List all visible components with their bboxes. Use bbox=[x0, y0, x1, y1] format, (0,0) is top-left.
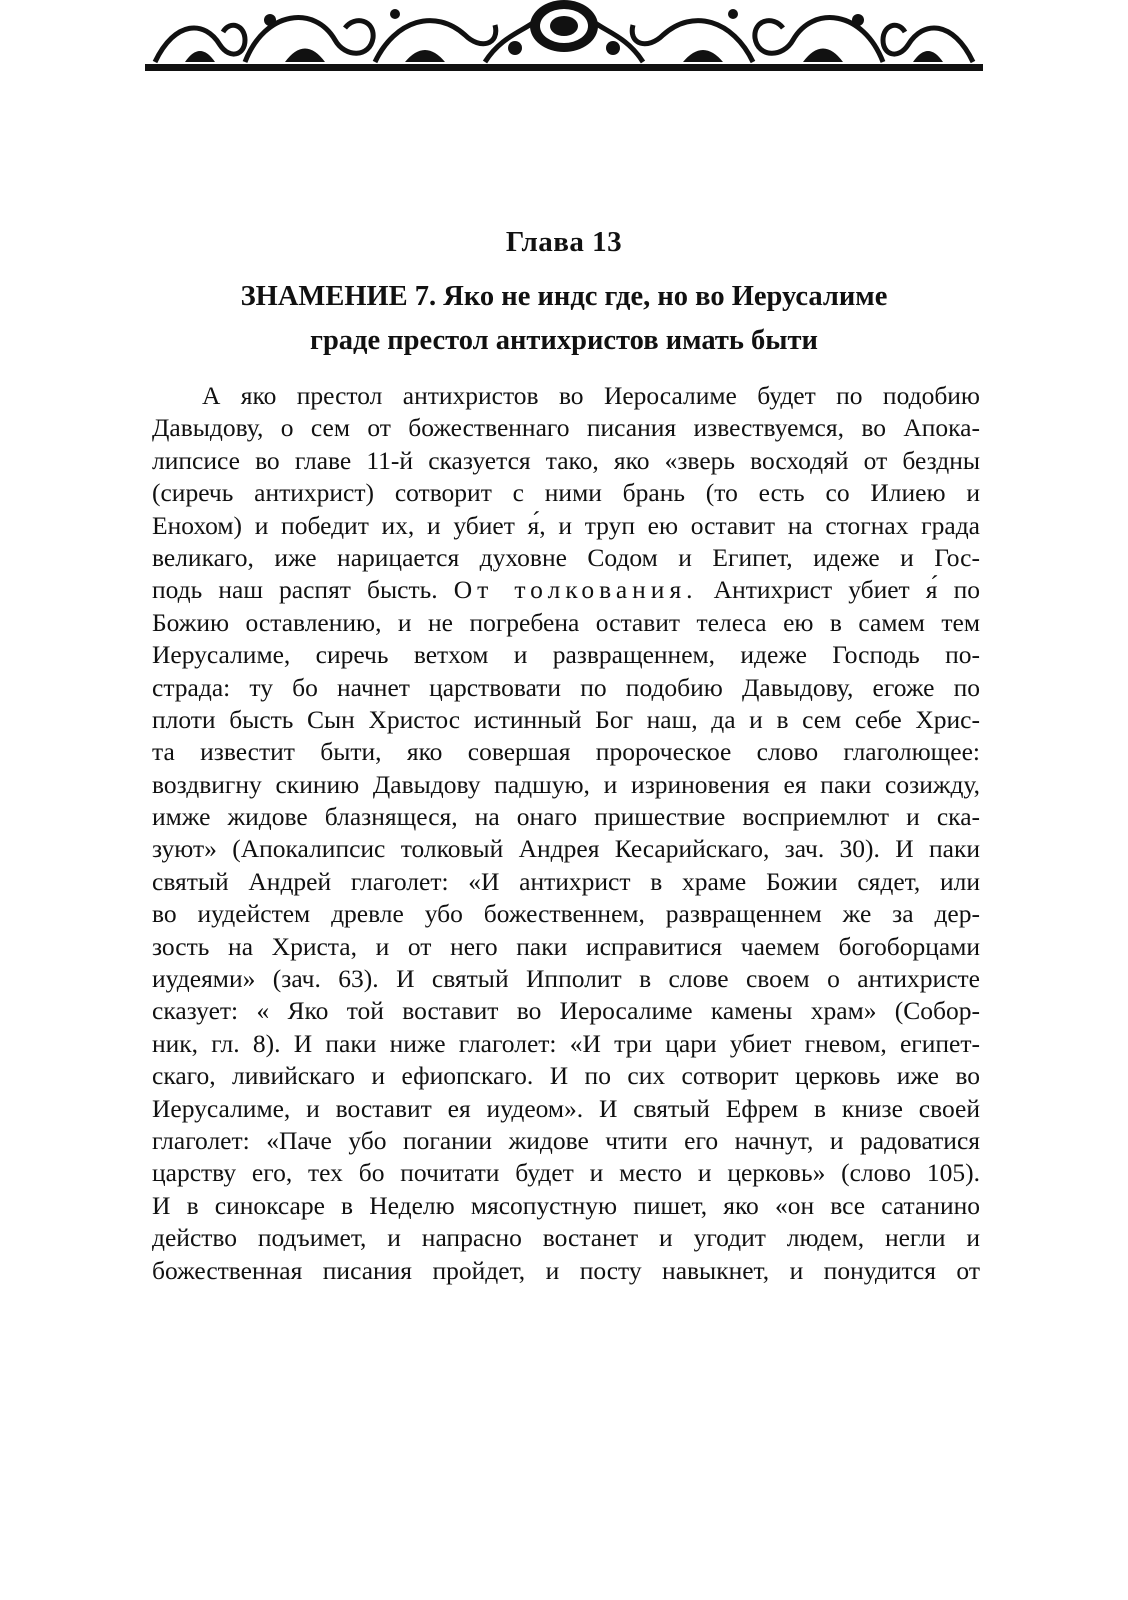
text-line: (сиречь антихрист) сотворит с ними брань (то есть со Илиею и bbox=[152, 478, 980, 508]
text-line: глаголет: «Паче убо погании жидове чтити его начнут, и радоватися bbox=[152, 1125, 980, 1155]
text-line: зость на Христа, и от него паки исправитися чаемем богоборцами bbox=[152, 931, 980, 961]
text-line: А яко престол антихристов во Иеросалиме будет по подобию bbox=[202, 381, 980, 410]
text-line bbox=[152, 574, 980, 606]
text-line: имже жидове блазнящеся, на онаго пришествие восприемлют и ска- bbox=[152, 802, 980, 832]
text-segment: Антихрист убиет я́ по bbox=[713, 575, 980, 605]
text-line: великаго, иже нарицается духовне Содом и Египет, идеже и Гос- bbox=[152, 542, 980, 572]
text-line: Давыдову, о сем от божественнаго писания извествуемся, во Апока- bbox=[152, 413, 980, 443]
text-line: Иерусалиме, и воставит ея иудеом». И святый Ефрем в книзе своей bbox=[152, 1093, 980, 1123]
title-line: граде престол антихристов имать быти bbox=[310, 325, 818, 356]
chapter-heading: Глава 13 bbox=[505, 226, 623, 258]
text-line: скаго, ливийскаго и ефиопскаго. И по сих сотворит церковь иже во bbox=[152, 1061, 980, 1091]
spaced-emphasis: От толкования. bbox=[453, 575, 698, 605]
text-line: ник, гл. 8). И паки ниже глаголет: «И три цари убиет гневом, египет- bbox=[152, 1028, 980, 1058]
text-segment: подь наш распят бысть. bbox=[152, 575, 438, 605]
header-ornament-icon bbox=[145, 0, 983, 76]
title-line: ЗНАМЕНИЕ 7. Яко не индс где, но во Иерусалиме bbox=[240, 281, 888, 312]
text-line: Иерусалиме, сиречь ветхом и развращеннем, идеже Господь по- bbox=[152, 640, 980, 670]
text-line: зуют» (Апокалипсис толковый Андрея Кесарийскаго, зач. 30). И паки bbox=[152, 834, 980, 864]
text-line: плоти бысть Сын Христос истинный Бог наш, да и в сем себе Хрис- bbox=[152, 704, 980, 734]
text-line: та известит быти, яко совершая пророческое слово глаголющее: bbox=[152, 737, 980, 767]
text-line: воздвигну скинию Давыдову падшую, и изриновения ея паки созижду, bbox=[152, 769, 980, 799]
text-line: липсисе во главе 11-й сказуется тако, яко «зверь восходяй от бездны bbox=[152, 445, 980, 475]
text-line: царству его, тех бо почитати будет и место и церковь» (слово 105). bbox=[152, 1158, 980, 1188]
text-line: божественная писания пройдет, и посту навыкнет, и понудится от bbox=[152, 1255, 980, 1285]
text-line: сказует: « Яко той воставит во Иеросалиме камены храм» (Собор- bbox=[152, 996, 980, 1026]
text-line: Божию оставлению, и не погребена оставит телеса ею в самем тем bbox=[152, 607, 980, 637]
body-text bbox=[152, 380, 980, 1287]
text-line: страда: ту бо начнет царствовати по подобию Давыдову, егоже по bbox=[152, 672, 980, 702]
chapter-title bbox=[150, 275, 978, 363]
text-line: И в синоксаре в Неделю мясопустную пишет, яко «он все сатанино bbox=[152, 1190, 980, 1220]
text-line: действо подъимет, и напрасно востанет и угодит людем, негли и bbox=[152, 1223, 980, 1253]
text-line: во иудейстем древле убо божественнем, развращеннем же за дер- bbox=[152, 899, 980, 929]
text-line: Енохом) и победит их, и убиет я́, и труп ею оставит на стогнах града bbox=[152, 510, 980, 540]
text-line: святый Андрей глаголет: «И антихрист в храме Божии сядет, или bbox=[152, 866, 980, 896]
text-line: иудеями» (зач. 63). И святый Ипполит в слове своем о антихристе bbox=[152, 964, 980, 994]
